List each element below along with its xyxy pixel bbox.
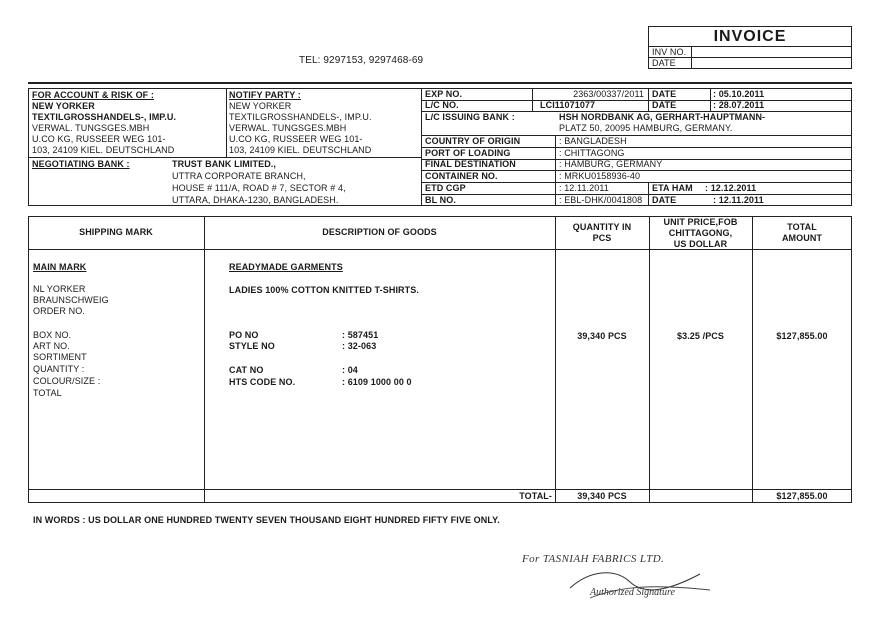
goods-field-value: : 32-063	[342, 341, 377, 351]
goods-field-value: : 6109 1000 00 0	[342, 377, 412, 387]
negotiating-bank-line: UTTRA CORPORATE BRANCH,	[172, 171, 306, 181]
lc-bank-line: PLATZ 50, 20095 HAMBURG, GERMANY.	[559, 123, 733, 133]
lc-no-value: LCI11071077	[540, 100, 596, 110]
header-divider	[28, 82, 852, 84]
exp-date-value: : 05.10.2011	[713, 89, 765, 99]
goods-field-value: : 587451	[342, 330, 379, 340]
bl-date-label: DATE	[652, 195, 677, 205]
negotiating-bank-line: UTTARA, DHAKA-1230, BANGLADESH.	[172, 195, 339, 205]
goods-field-label: STYLE NO	[229, 341, 275, 351]
loading-port-value: : CHITTAGONG	[559, 148, 625, 158]
goods-title: READYMADE GARMENTS	[229, 262, 343, 272]
notify-line: NEW YORKER	[229, 101, 292, 111]
bl-value: : EBL-DHK/0041808	[559, 195, 643, 205]
lc-bank-line: HSH NORDBANK AG, GERHART-HAUPTMANN-	[559, 112, 766, 122]
negotiating-bank-line: TRUST BANK LIMITED.,	[172, 159, 276, 169]
origin-value: : BANGLADESH	[559, 136, 627, 146]
total-quantity: 39,340 PCS	[577, 491, 627, 501]
account-line: 103, 24109 KIEL. DEUTSCHLAND	[32, 145, 175, 155]
eta-label: ETA HAM	[652, 183, 693, 193]
mark-field: TOTAL	[33, 388, 62, 398]
mark-field: QUANTITY :	[33, 364, 85, 374]
main-mark-label: MAIN MARK	[33, 262, 87, 272]
container-label: CONTAINER NO.	[425, 171, 498, 181]
etd-label: ETD CGP	[425, 183, 466, 193]
mark-line: ORDER NO.	[33, 306, 85, 316]
inv-date-label: DATE	[652, 58, 676, 68]
col-header-total-amount: TOTAL	[787, 222, 817, 232]
lc-no-label: L/C NO.	[425, 100, 459, 110]
goods-field-label: PO NO	[229, 330, 259, 340]
authorized-signature-label: Authorized Signature	[590, 587, 675, 598]
telephone-numbers: TEL: 9297153, 9297468-69	[299, 55, 424, 66]
col-header-quantity: PCS	[592, 233, 612, 243]
mark-line: NL YORKER	[33, 284, 86, 294]
goods-field-value: : 04	[342, 365, 358, 375]
total-label: TOTAL-	[519, 491, 552, 501]
col-header-description: DESCRIPTION OF GOODS	[322, 227, 437, 237]
col-header-unit-price: UNIT PRICE,FOB	[663, 217, 738, 227]
final-destination-value: : HAMBURG, GERMANY	[559, 159, 663, 169]
goods-field-label: CAT NO	[229, 365, 264, 375]
bl-label: BL NO.	[425, 195, 456, 205]
final-destination-label: FINAL DESTINATION	[425, 159, 516, 169]
eta-value: : 12.12.2011	[705, 183, 757, 193]
col-header-unit-price: US DOLLAR	[673, 239, 728, 249]
col-header-shipping-mark: SHIPPING MARK	[79, 227, 153, 237]
inv-no-label: INV NO.	[652, 47, 687, 57]
lc-date-label: DATE	[652, 100, 677, 110]
invoice-box	[648, 26, 852, 69]
exp-no-value: 2363/00337/2011	[573, 89, 644, 99]
etd-value: : 12.11.2011	[559, 183, 609, 193]
mark-line: BRAUNSCHWEIG	[33, 295, 109, 305]
goods-description: LADIES 100% COTTON KNITTED T-SHIRTS.	[229, 285, 419, 295]
amount-value: $127,855.00	[776, 331, 828, 341]
negotiating-bank-label: NEGOTIATING BANK :	[32, 159, 130, 169]
quantity-value: 39,340 PCS	[577, 331, 627, 341]
col-header-total-amount: AMOUNT	[781, 233, 823, 243]
account-line: U.CO KG, RUSSEER WEG 101-	[32, 134, 166, 144]
goods-field-label: HTS CODE NO.	[229, 377, 296, 387]
amount-in-words: IN WORDS : US DOLLAR ONE HUNDRED TWENTY SEVEN THOUSAND EIGHT HUNDRED FIFTY FIVE ONLY.	[33, 515, 500, 525]
account-label: FOR ACCOUNT & RISK OF :	[32, 90, 154, 100]
invoice-title: INVOICE	[713, 28, 787, 45]
mark-field: COLOUR/SIZE :	[33, 376, 101, 386]
negotiating-bank-line: HOUSE # 111/A, ROAD # 7, SECTOR # 4,	[172, 183, 346, 193]
bl-date-value: : 12.11.2011	[713, 195, 764, 205]
mark-field: BOX NO.	[33, 330, 72, 340]
notify-line: TEXTILGROSSHANDELS-, IMP.U.	[229, 112, 372, 122]
notify-line: 103, 24109 KIEL. DEUTSCHLAND	[229, 145, 372, 155]
total-amount: $127,855.00	[776, 491, 828, 501]
notify-line: U.CO KG, RUSSEER WEG 101-	[229, 134, 363, 144]
account-line: VERWAL. TUNGSGES.MBH	[32, 123, 150, 133]
col-header-unit-price: CHITTAGONG,	[668, 228, 733, 238]
origin-label: COUNTRY OF ORIGIN	[425, 136, 521, 146]
account-line: TEXTILGROSSHANDELS-, IMP.U.	[32, 112, 177, 122]
col-header-quantity: QUANTITY IN	[572, 222, 632, 232]
goods-table	[28, 216, 852, 503]
notify-label: NOTIFY PARTY :	[229, 90, 301, 100]
account-line: NEW YORKER	[32, 101, 95, 111]
mark-field: ART NO.	[33, 341, 70, 351]
exp-date-label: DATE	[652, 89, 677, 99]
signature-company: For TASNIAH FABRICS LTD.	[522, 553, 665, 565]
lc-bank-label: L/C ISSUING BANK :	[425, 112, 515, 122]
loading-port-label: PORT OF LOADING	[425, 148, 511, 158]
notify-line: VERWAL. TUNGSGES.MBH	[229, 123, 347, 133]
lc-date-value: : 28.07.2011	[713, 100, 765, 110]
exp-no-label: EXP NO.	[425, 89, 463, 99]
unit-price-value: $3.25 /PCS	[676, 331, 725, 341]
mark-field: SORTIMENT	[33, 352, 87, 362]
container-value: : MRKU0158936-40	[559, 171, 641, 181]
